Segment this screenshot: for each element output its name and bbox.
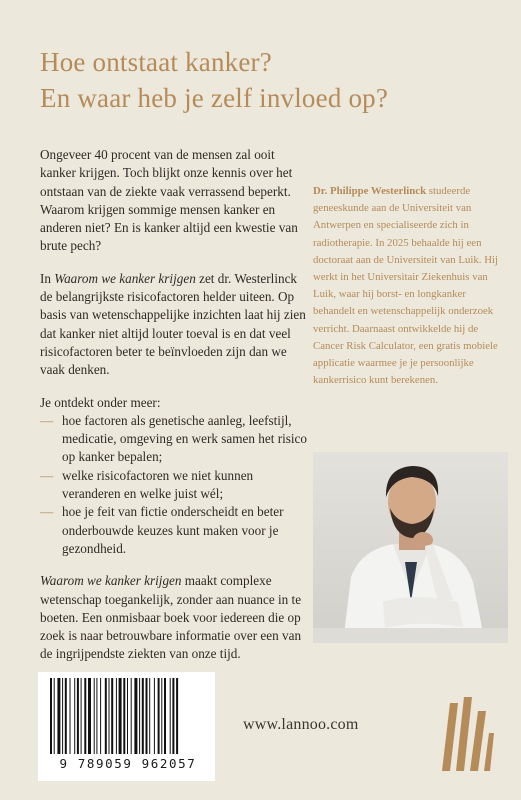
blurb-paragraph-4 [40,572,310,663]
list-item [40,467,310,504]
author-name: Dr. Philippe Westerlinck [313,185,427,197]
list-item-text: hoe je feit van fictie onderscheidt en beter onderbouwde keuzes kunt maken voor je gezondheid. [62,504,284,556]
benefits-list [40,394,310,559]
author-bio-text: studeerde geneeskunde aan de Universiteit van Antwerpen en specialiseerde zich in radiotherapie. In 2025 behaalde hij een doctoraat aan de Universiteit van Luik. Hij werkt in het Universitair Ziekenhuis van Luik, waar hij borst- en longkanker behandelt en wetenschappelijk onderzoek verricht. Daarnaast ontwikkelde hij de Cancer Risk Calculator, een gratis mobiele applicatie waarmee je je persoonlijke kankerrisico kunt berekenen. [313,185,498,387]
list-item [40,503,310,558]
dash-marker: — [40,412,54,428]
list-intro: Je ontdekt onder meer: [40,394,161,410]
author-portrait-image [313,452,508,643]
p2-prefix: In [40,270,55,286]
publisher-website: www.lannoo.com [243,716,359,733]
barcode-bars [50,678,204,754]
dash-marker: — [40,504,54,520]
book-title-inline: Waarom we kanker krijgen [54,270,196,286]
blurb-paragraph-1: Ongeveer 40 procent van de mensen zal ooit kanker krijgen. Toch blijkt onze kennis over het ontstaan van de ziekte vaak verrassend beperkt. Waarom krijgen sommige mensen kanker en anderen niet? En is kanker altijd een kwestie van brute pech? [40,147,298,254]
barcode [38,672,215,781]
isbn-number: 9 789059 962057 [59,756,197,771]
book-title-inline: Waarom we kanker krijgen [40,573,182,589]
list-item-text: welke risicofactoren we niet kunnen veranderen en welke juist wél; [62,467,254,502]
p2-suffix: zet dr. Westerlinck de belangrijkste risicofactoren helder uiteen. Op basis van wetenschappelijke inzichten laat hij zien dat kanker niet altijd louter toeval is en dat veel risicofactoren beter te beïnvloeden zijn dan we vaak denken. [40,270,306,378]
blurb [40,146,310,678]
title-line-2: En waar heb je zelf invloed op? [40,83,389,113]
blurb-paragraph-2 [40,270,310,380]
list-item-text: hoe factoren als genetische aanleg, leefstijl, medicatie, omgeving en werk samen het risico op kanker bepalen; [62,412,307,465]
author-photo [313,452,508,643]
list-item [40,412,310,467]
publisher-logo-icon [436,693,496,773]
dash-marker: — [40,467,54,483]
author-bio [313,183,503,389]
title-line-1: Hoe ontstaat kanker? [40,47,272,77]
p4-suffix: maakt complexe wetenschap toegankelijk, zonder aan nuance in te boeten. Een onmisbaar boek voor iedereen die op zoek is naar betrouwbare informatie over een van de ingrijpendste ziekten van onze tijd. [40,573,302,662]
cover-title [40,44,480,116]
